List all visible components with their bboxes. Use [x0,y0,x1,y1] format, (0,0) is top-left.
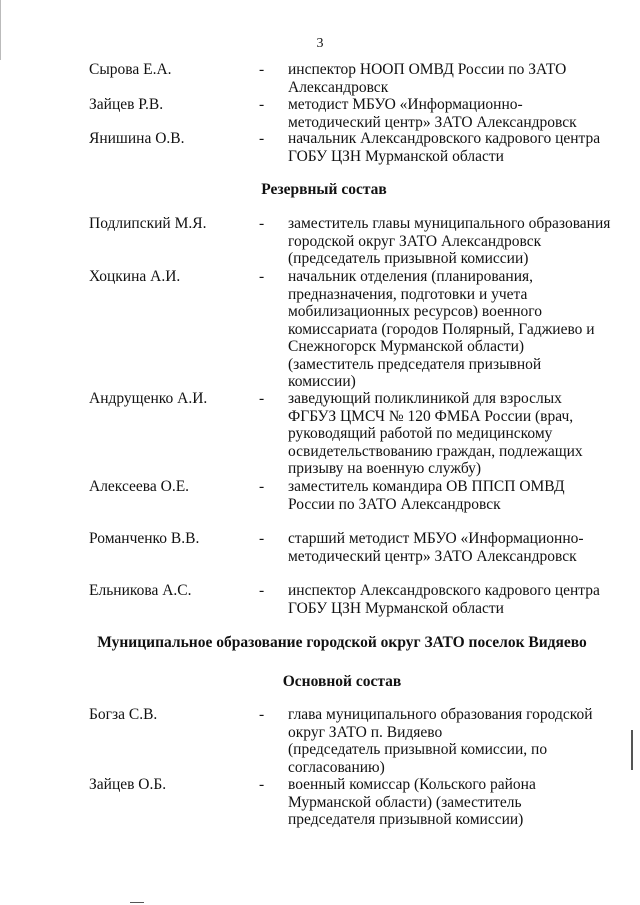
member-position: старший методист МБУО «Информационно- методический центр» ЗАТО Александровск [288,530,584,565]
member-name: Сырова Е.А. [89,61,172,78]
member-name: Романченко В.В. [89,530,200,547]
member-dash: - [259,268,265,285]
member-dash: - [259,130,265,147]
member-position: инспектор Александровского кадрового центра ГОБУ ЦЗН Мурманской области [288,582,600,617]
municipality-heading: Муниципальное образование городской округ ЗАТО поселок Видяево [97,634,587,651]
member-name: Зайцев Р.В. [89,96,164,113]
member-name: Андрущенко А.И. [89,390,208,407]
page-number: 3 [316,36,324,51]
main-heading: Основной состав [282,673,402,690]
member-name: Ельникова А.С. [89,582,192,599]
scan-artifact [0,0,1,60]
member-position: заместитель командира ОВ ППСП ОМВД России по ЗАТО Александровск [288,478,565,513]
member-name: Подлипский М.Я. [89,215,207,232]
scan-artifact [130,902,144,903]
member-dash: - [259,215,265,232]
member-dash: - [259,706,265,723]
member-position: начальник отделения (планирования, предназначения, подготовки и учета мобилизационных ресурсов) военного комиссариата (городов Полярный, Гаджиево и Снежногорск Мурманской области) (заместитель председателя призывной комиссии) [288,268,595,390]
member-name: Зайцев О.Б. [89,776,167,793]
member-position: инспектор НООП ОМВД России по ЗАТО Александровск [288,61,567,96]
member-name: Алексеева О.Е. [89,478,190,495]
member-position: военный комиссар (Кольского района Мурманской области) (заместитель председателя призывной комиссии) [288,776,536,828]
member-position: заместитель главы муниципального образования городской округ ЗАТО Александровск (председатель призывной комиссии) [288,215,611,267]
member-dash: - [259,61,265,78]
member-position: глава муниципального образования городской округ ЗАТО п. Видяево (председатель призывной комиссии, по согласованию) [288,706,593,776]
member-dash: - [259,530,265,547]
member-dash: - [259,582,265,599]
member-dash: - [259,390,265,407]
reserve-heading: Резервный состав [261,181,387,198]
member-name: Хоцкина А.И. [89,268,181,285]
scan-artifact [631,730,633,770]
member-position: заведующий поликлиникой для взрослых ФГБУЗ ЦМСЧ № 120 ФМБА России (врач, руководящий работой по медицинскому освидетельствованию граждан, подлежащих призыву на военную службу) [288,390,583,477]
member-position: методист МБУО «Информационно- методический центр» ЗАТО Александровск [288,96,577,131]
member-dash: - [259,478,265,495]
member-dash: - [259,776,265,793]
member-name: Янишина О.В. [89,130,185,147]
member-name: Богза С.В. [89,706,158,723]
member-position: начальник Александровского кадрового центра ГОБУ ЦЗН Мурманской области [288,130,601,165]
member-dash: - [259,96,265,113]
